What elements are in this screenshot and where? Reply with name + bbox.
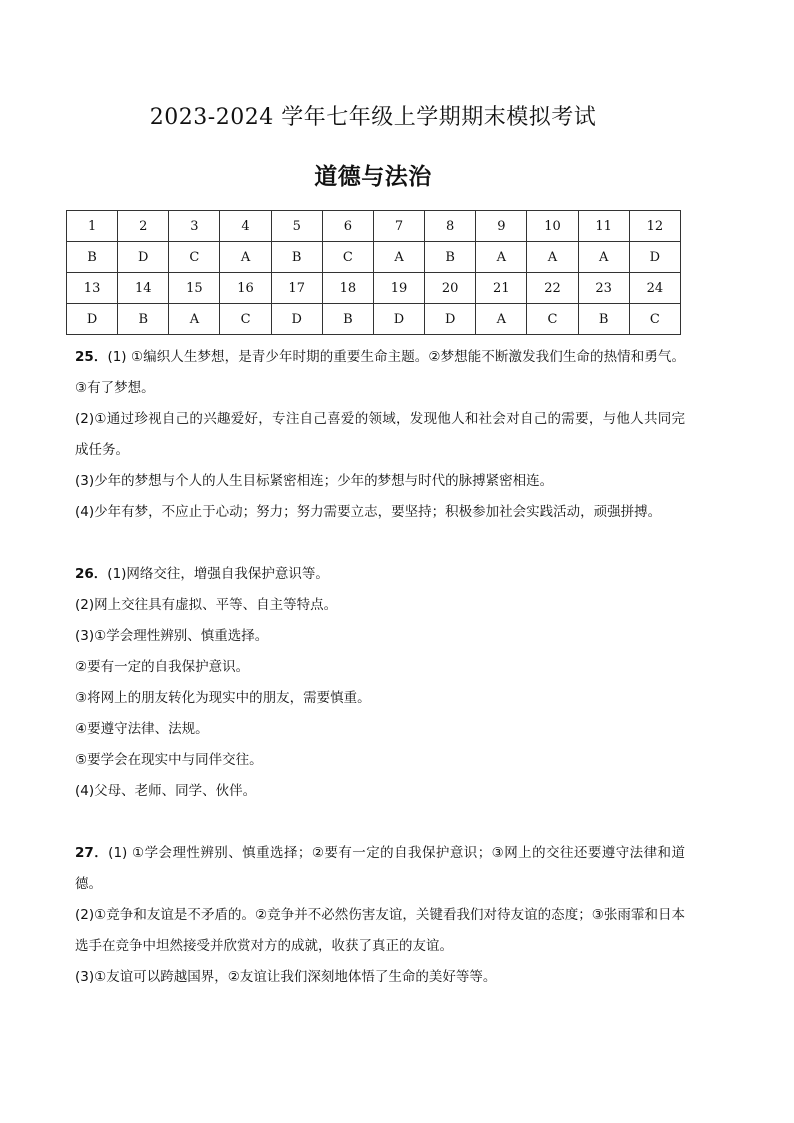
q26-line-1: 26．(1)网络交往，增强自我保护意识等。 bbox=[75, 566, 329, 582]
answer-table-cell: B bbox=[578, 304, 629, 335]
answer-table-cell: B bbox=[425, 242, 476, 273]
answer-table-cell: B bbox=[118, 304, 169, 335]
answer-table-cell: 4 bbox=[220, 211, 271, 242]
page-title: 2023-2024 学年七年级上学期期末模拟考试 bbox=[149, 105, 597, 130]
q26-line-6: ④要遵守法律、法规。 bbox=[75, 721, 209, 737]
answer-table-cell: 3 bbox=[169, 211, 220, 242]
answer-table-cell: A bbox=[373, 242, 424, 273]
answer-table-cell: D bbox=[118, 242, 169, 273]
q26-line-8: (4)父母、老师、同学、伙伴。 bbox=[75, 783, 257, 799]
answer-table-cell: C bbox=[322, 242, 373, 273]
q25-number: 25． bbox=[75, 349, 108, 365]
answer-table-cell: 11 bbox=[578, 211, 629, 242]
answer-table-row bbox=[67, 211, 681, 242]
answer-table-cell: 8 bbox=[425, 211, 476, 242]
answer-table-cell: 13 bbox=[67, 273, 118, 304]
answer-table-cell: 7 bbox=[373, 211, 424, 242]
answer-table-cell: D bbox=[271, 304, 322, 335]
answer-table-cell: D bbox=[425, 304, 476, 335]
answer-table-cell: C bbox=[220, 304, 271, 335]
answer-table-cell: D bbox=[373, 304, 424, 335]
subject-title: 道德与法治 bbox=[314, 163, 432, 190]
answer-table-cell: A bbox=[476, 242, 527, 273]
q27-line-1: 27．(1) ①学会理性辨别、慎重选择；②要有一定的自我保护意识；③网上的交往还要遵守法律和道德。 bbox=[75, 845, 685, 892]
answer-key-table bbox=[66, 210, 681, 335]
q26-number: 26． bbox=[75, 566, 108, 582]
answer-table-cell: B bbox=[67, 242, 118, 273]
q25-line-1: 25．(1) ①编织人生梦想，是青少年时期的重要生命主题。②梦想能不断激发我们生命的热情和勇气。③有了梦想。 bbox=[75, 349, 685, 396]
answer-table-cell: A bbox=[220, 242, 271, 273]
answer-table-cell: 15 bbox=[169, 273, 220, 304]
answer-table-cell: 12 bbox=[629, 211, 680, 242]
q27-number: 27． bbox=[75, 845, 109, 861]
answer-table-cell: 17 bbox=[271, 273, 322, 304]
answers-section bbox=[75, 342, 685, 993]
answer-table-cell: 10 bbox=[527, 211, 578, 242]
answer-table-cell: A bbox=[476, 304, 527, 335]
q26-line-7: ⑤要学会在现实中与同伴交往。 bbox=[75, 752, 263, 768]
answer-table-cell: B bbox=[271, 242, 322, 273]
answer-table-row bbox=[67, 242, 681, 273]
answer-table-cell: 22 bbox=[527, 273, 578, 304]
answer-table-cell: 1 bbox=[67, 211, 118, 242]
q25-line-3: (3)少年的梦想与个人的人生目标紧密相连；少年的梦想与时代的脉搏紧密相连。 bbox=[75, 473, 554, 489]
q26-line-4: ②要有一定的自我保护意识。 bbox=[75, 659, 250, 675]
answer-table-cell: C bbox=[527, 304, 578, 335]
q26-line-3: (3)①学会理性辨别、慎重选择。 bbox=[75, 628, 269, 644]
answer-table-row bbox=[67, 304, 681, 335]
answer-table-cell: 23 bbox=[578, 273, 629, 304]
answer-table-cell: A bbox=[527, 242, 578, 273]
answer-table-cell: 24 bbox=[629, 273, 680, 304]
answer-table-cell: 5 bbox=[271, 211, 322, 242]
answer-table-cell: C bbox=[629, 304, 680, 335]
answer-table-cell: 6 bbox=[322, 211, 373, 242]
answer-table-cell: D bbox=[629, 242, 680, 273]
answer-table-cell: 14 bbox=[118, 273, 169, 304]
answer-table-cell: 21 bbox=[476, 273, 527, 304]
q27-line-3: (3)①友谊可以跨越国界，②友谊让我们深刻地体悟了生命的美好等等。 bbox=[75, 969, 497, 985]
answer-table-cell: 20 bbox=[425, 273, 476, 304]
answer-table-cell: C bbox=[169, 242, 220, 273]
q27-line-2: (2)①竞争和友谊是不矛盾的。②竞争并不必然伤害友谊，关键看我们对待友谊的态度；③张雨霏和日本选手在竞争中坦然接受并欣赏对方的成就，收获了真正的友谊。 bbox=[75, 907, 685, 954]
answer-table-cell: 18 bbox=[322, 273, 373, 304]
answer-table-cell: A bbox=[578, 242, 629, 273]
answer-table-cell: B bbox=[322, 304, 373, 335]
q25-line-2: (2)①通过珍视自己的兴趣爱好，专注自己喜爱的领域，发现他人和社会对自己的需要，与他人共同完成任务。 bbox=[75, 411, 685, 458]
answer-table-cell: 16 bbox=[220, 273, 271, 304]
q26-line-2: (2)网上交往具有虚拟、平等、自主等特点。 bbox=[75, 597, 338, 613]
answer-table-row bbox=[67, 273, 681, 304]
q25-line-4: (4)少年有梦，不应止于心动；努力；努力需要立志，要坚持；积极参加社会实践活动，顽强拼搏。 bbox=[75, 504, 662, 520]
answer-table-cell: D bbox=[67, 304, 118, 335]
answer-table-cell: 19 bbox=[373, 273, 424, 304]
answer-table-cell: 9 bbox=[476, 211, 527, 242]
answer-table-cell: A bbox=[169, 304, 220, 335]
answer-table-cell: 2 bbox=[118, 211, 169, 242]
q26-line-5: ③将网上的朋友转化为现实中的朋友，需要慎重。 bbox=[75, 690, 371, 706]
